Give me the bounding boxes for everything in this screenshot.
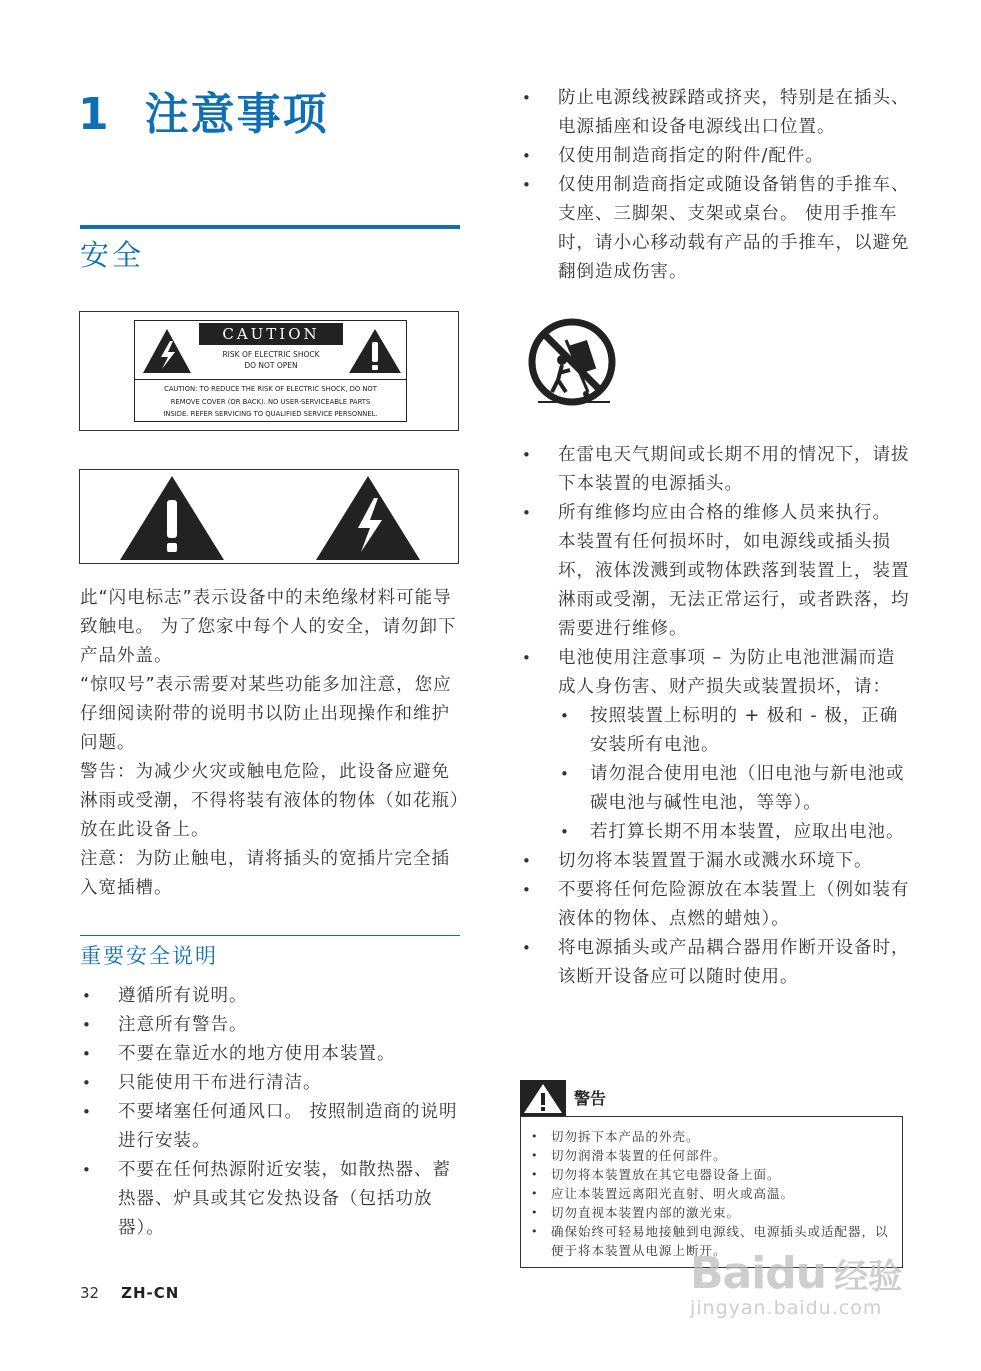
list-item: • 不要在任何热源附近安装，如散热器、蓄热器、炉具或其它发热设备（包括功放器）。: [80, 1156, 464, 1243]
caution-body-text: [139, 383, 402, 421]
warning-title: 警告: [574, 1089, 607, 1108]
caution-heading: CAUTION: [199, 323, 343, 345]
list-item: • 不要在靠近水的地方使用本装置。: [80, 1040, 464, 1069]
right-list-top: [520, 84, 910, 287]
section-divider: [80, 225, 460, 229]
warning-item: • 应让本装置远离阳光直射、明火或高温。: [529, 1184, 892, 1203]
battery-sublist: [558, 702, 910, 847]
safety-intro: [80, 584, 464, 903]
safety-instructions-list: [80, 982, 464, 1243]
intro-paragraph: 注意：为防止触电，请将插头的宽插片完全插入宽插槽。: [80, 849, 450, 898]
caution-body-line-3: INSIDE. REFER SERVICING TO QUALIFIED SERVICE PERSONNEL.: [163, 410, 378, 418]
label-separator: [135, 379, 406, 380]
list-item: • 在雷电天气期间或长期不用的情况下，请拔下本装置的电源插头。: [520, 441, 910, 499]
warning-item: • 切勿润滑本装置的任何部件。: [529, 1146, 892, 1165]
list-item: • 不要堵塞任何通风口。 按照制造商的说明进行安装。: [80, 1098, 464, 1156]
exclamation-warning-icon: [118, 474, 226, 562]
caution-body-line-1: CAUTION: TO REDUCE THE RISK OF ELECTRIC SHOCK, DO NOT: [164, 385, 377, 393]
intro-paragraph: “惊叹号”表示需要对某些功能多加注意，您应仔细阅读附带的说明书以防止出现操作和维护问题。: [80, 675, 452, 753]
language-code: ZH-CN: [121, 1284, 180, 1302]
list-item: • 注意所有警告。: [80, 1011, 464, 1040]
list-item: • 所有维修均应由合格的维修人员来执行。 本装置有任何损坏时，如电源线或插头损坏，液体泼溅到或物体跌落到装置上，装置淋雨或受潮，无法正常运行，或者跌落，均需要进行维修。: [520, 499, 910, 644]
watermark-brand-cn: 经验: [834, 1257, 903, 1297]
lightning-warning-icon: [314, 474, 422, 562]
list-item: • 请勿混合使用电池（旧电池与新电池或碳电池与碱性电池，等等）。: [558, 760, 910, 818]
warning-item: • 切勿直视本装置内部的激光束。: [529, 1203, 892, 1222]
list-item: • 不要将任何危险源放在本装置上（例如装有液体的物体、点燃的蜡烛）。: [520, 876, 910, 934]
page-number: 32: [80, 1284, 100, 1302]
chapter-title-text: 注意事项: [144, 89, 329, 140]
chapter-number: 1: [78, 89, 111, 140]
right-list-middle: [520, 441, 910, 992]
caution-label: [134, 320, 407, 422]
list-item: • 遵循所有说明。: [80, 982, 464, 1011]
list-item: • 按照装置上标明的 + 极和 - 极，正确安装所有电池。: [558, 702, 910, 760]
caution-body-line-2: REMOVE COVER (OR BACK). NO USER-SERVICEABLE PARTS: [170, 397, 371, 406]
warning-symbols-box: [79, 469, 459, 564]
risk-text: [199, 349, 343, 371]
baidu-watermark: [690, 1248, 902, 1319]
subsection-divider: [80, 935, 460, 936]
warning-item: • 切勿拆下本产品的外壳。: [529, 1127, 892, 1146]
warning-header-icon: [520, 1080, 566, 1116]
warning-item: • 切勿将本装置放在其它电器设备上面。: [529, 1165, 892, 1184]
warning-box: [520, 1116, 903, 1268]
intro-paragraph: 警告：为减少火灾或触电危险，此设备应避免淋雨或受潮，不得将装有液体的物体（如花瓶）放在此设备上。: [80, 762, 460, 840]
risk-line-1: RISK OF ELECTRIC SHOCK: [222, 350, 320, 359]
list-item: • 将电源插头或产品耦合器用作断开设备时，该断开设备应可以随时使用。: [520, 934, 910, 992]
list-item: • 防止电源线被踩踏或挤夹，特别是在插头、电源插座和设备电源线出口位置。: [520, 84, 910, 142]
watermark-url: jingyan.baidu.com: [690, 1297, 883, 1319]
lightning-warning-icon: [141, 327, 193, 375]
caution-label-box: [79, 311, 459, 431]
list-item: • 若打算长期不用本装置，应取出电池。: [558, 818, 910, 847]
exclamation-warning-icon: [347, 327, 403, 375]
warning-item: • 确保始终可轻易地接触到电源线、电源插头或适配器，以便于将本装置从电源上断开。: [529, 1222, 892, 1260]
subsection-title: 重要安全说明: [80, 944, 218, 968]
page-footer: [80, 1284, 179, 1302]
list-item: • 电池使用注意事项 – 为防止电池泄漏而造成人身伤害、财产损失或装置损坏，请：: [520, 644, 910, 702]
no-cart-tipover-icon: [526, 318, 622, 410]
risk-line-2: DO NOT OPEN: [244, 361, 298, 370]
list-item: • 仅使用制造商指定或随设备销售的手推车、支座、三脚架、支架或桌台。 使用手推车时，请小心移动载有产品的手推车，以避免翻倒造成伤害。: [520, 171, 910, 287]
list-item: • 仅使用制造商指定的附件/配件。: [520, 142, 910, 171]
list-item: • 只能使用干布进行清洁。: [80, 1069, 464, 1098]
list-item: • 切勿将本装置置于漏水或溅水环境下。: [520, 847, 910, 876]
intro-paragraph: 此“闪电标志”表示设备中的未绝缘材料可能导致触电。 为了您家中每个人的安全，请勿卸下产品外盖。: [80, 588, 457, 666]
watermark-brand: Baidu: [690, 1248, 827, 1299]
section-title: 安全: [80, 238, 145, 272]
chapter-title: [78, 78, 329, 142]
